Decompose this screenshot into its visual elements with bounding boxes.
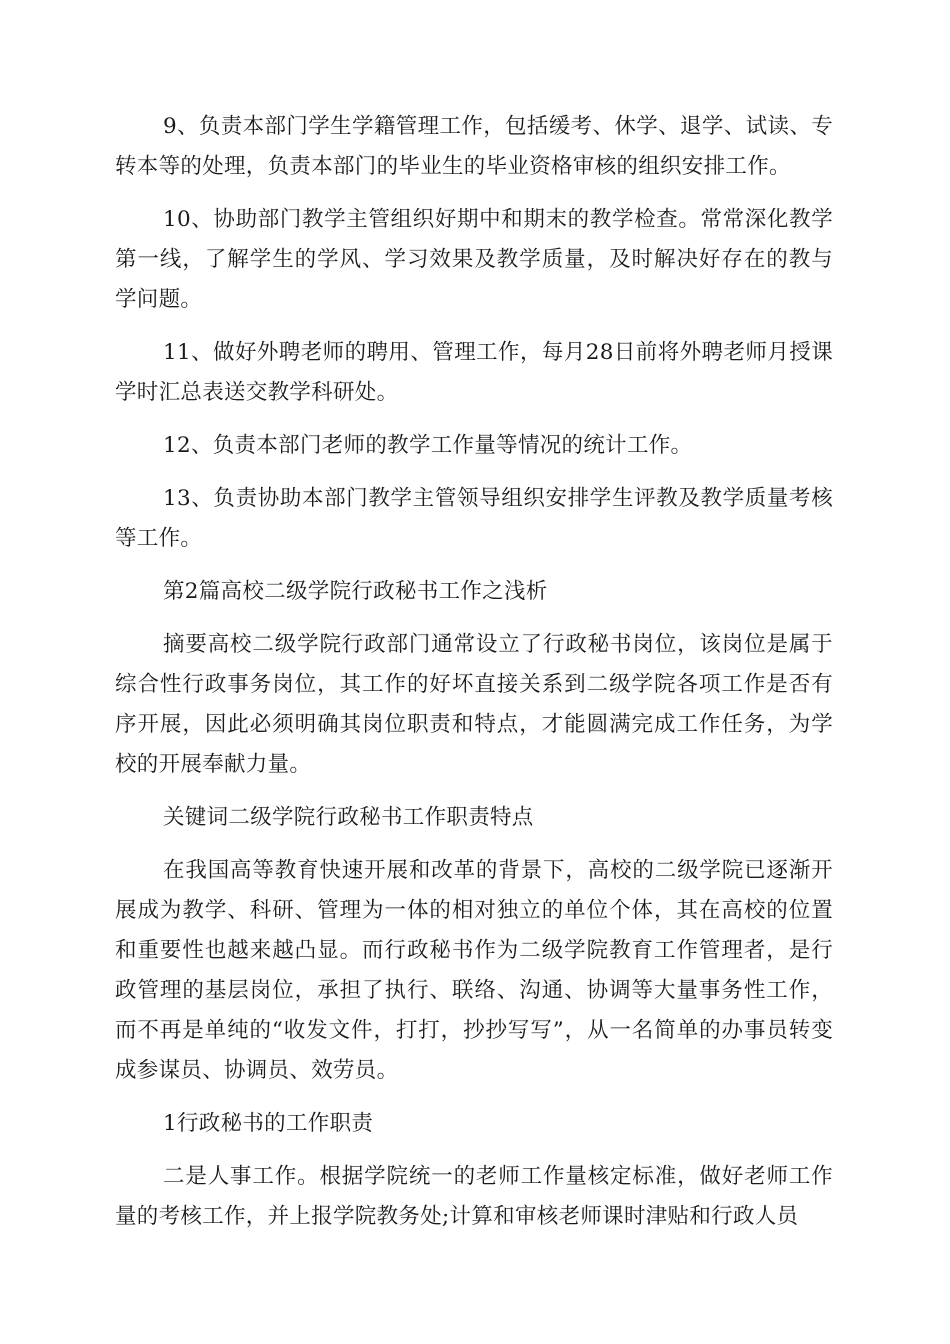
paragraph-item-12: 12、负责本部门老师的教学工作量等情况的统计工作。 (163, 433, 693, 458)
document-body (115, 107, 833, 1250)
paragraph-item-11: 11、做好外聘老师的聘用、管理工作，每月28日前将外聘老师月授课学时汇总表送交教学科研处。 (115, 340, 833, 405)
paragraph-item-13: 13、负责协助本部门教学主管领导组织安排学生评教及教学质量考核等工作。 (115, 486, 833, 551)
intro-paragraph: 在我国高等教育快速开展和改革的背景下，高校的二级学院已逐渐开展成为教学、科研、管理为一体的相对独立的单位个体，其在高校的位置和重要性也越来越凸显。而行政秘书作为二级学院教育工作管理者，是行政管理的基层岗位，承担了执行、联络、沟通、协调等大量事务性工作，而不再是单纯的“收发文件，打打，抄抄写写”，从一名简单的办事员转变成参谋员、协调员、效劳员。 (115, 858, 833, 1083)
section-heading: 1行政秘书的工作职责 (163, 1111, 374, 1136)
abstract-paragraph: 摘要高校二级学院行政部门通常设立了行政秘书岗位，该岗位是属于综合性行政事务岗位，其工作的好坏直接关系到二级学院各项工作是否有序开展，因此必须明确其岗位职责和特点，才能圆满完成工作任务，为学校的开展奉献力量。 (115, 632, 833, 777)
paragraph-item-10: 10、协助部门教学主管组织好期中和期末的教学检查。常常深化教学第一线，了解学生的学风、学习效果及教学质量，及时解决好存在的教与学问题。 (115, 207, 833, 312)
personnel-work-paragraph: 二是人事工作。根据学院统一的老师工作量核定标准，做好老师工作量的考核工作，并上报学院教务处;计算和审核老师课时津贴和行政人员 (115, 1164, 833, 1229)
keywords-paragraph: 关键词二级学院行政秘书工作职责特点 (163, 805, 534, 830)
paragraph-item-9: 9、负责本部门学生学籍管理工作，包括缓考、休学、退学、试读、专转本等的处理，负责本部门的毕业生的毕业资格审核的组织安排工作。 (115, 114, 833, 179)
article-title: 第2篇高校二级学院行政秘书工作之浅析 (163, 579, 548, 604)
